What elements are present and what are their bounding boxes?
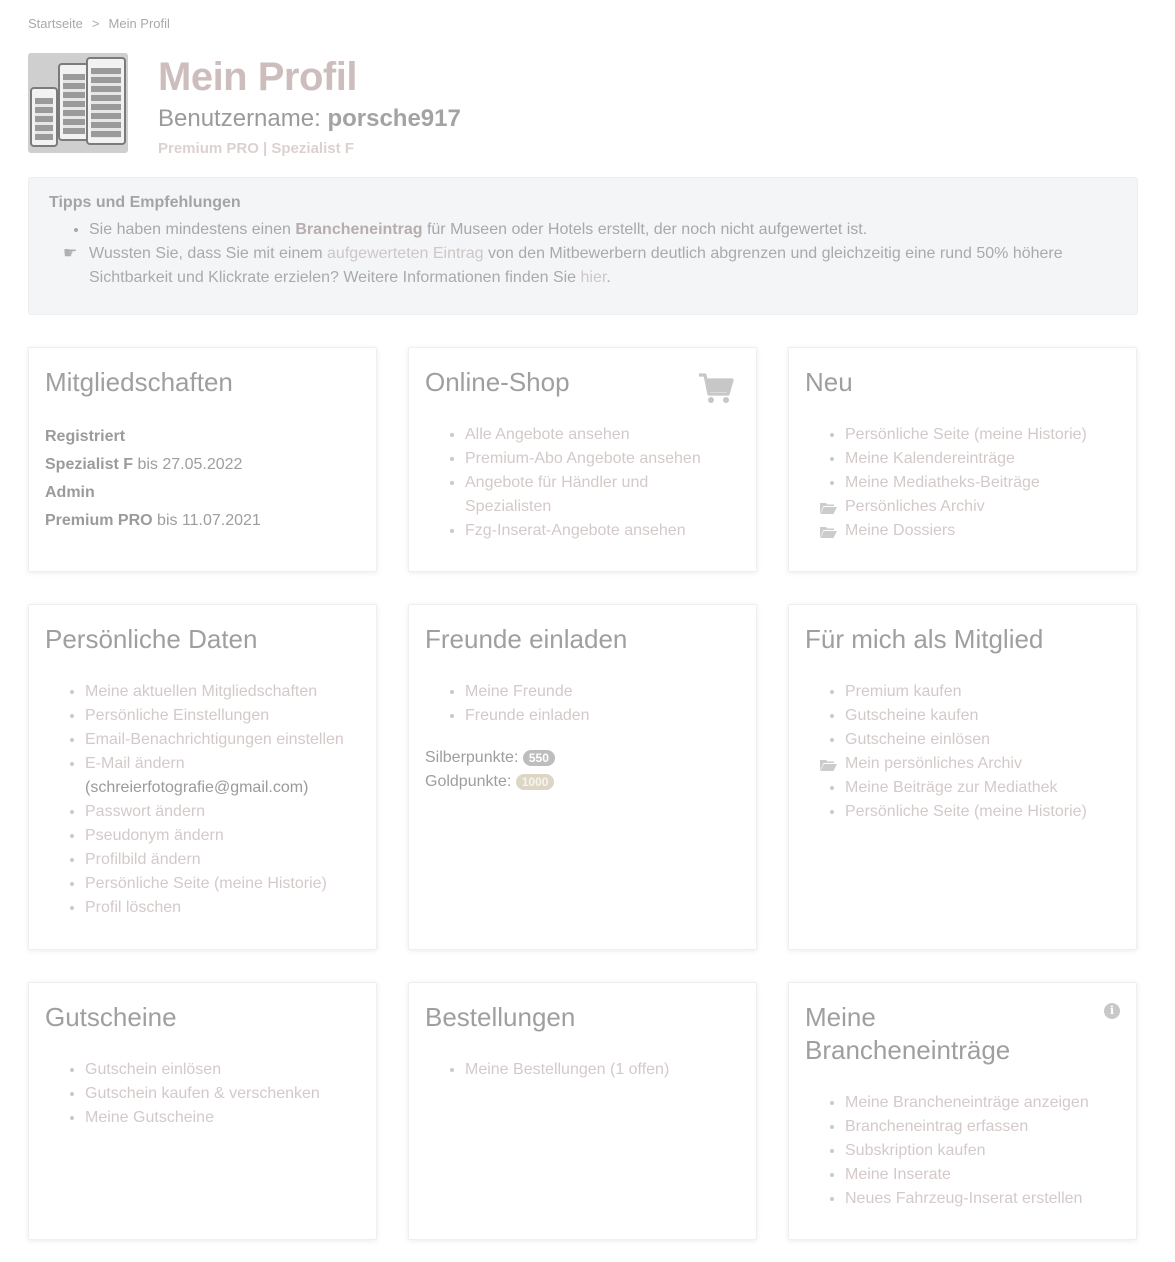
more-info-link[interactable]: hier bbox=[580, 269, 607, 286]
daten-list bbox=[45, 680, 360, 920]
list-item[interactable]: • Premium kaufen bbox=[845, 680, 1120, 704]
list-item[interactable]: • Persönliche Einstellungen bbox=[85, 704, 360, 728]
freunde-list bbox=[425, 680, 740, 728]
silver-points: Silberpunkte: 550 bbox=[425, 746, 740, 770]
mitglied-list bbox=[805, 680, 1120, 824]
list-item[interactable]: • Freunde einladen bbox=[465, 704, 740, 728]
card-title: Meine Brancheneinträge bbox=[805, 1002, 1011, 1065]
list-item[interactable]: • Gutscheine einlösen bbox=[845, 728, 1120, 752]
card-title: Online-Shop bbox=[425, 367, 570, 397]
shop-list bbox=[425, 423, 740, 543]
list-item[interactable]: • Persönliche Seite (meine Historie) bbox=[85, 872, 360, 896]
card-gutscheine bbox=[28, 982, 377, 1240]
card-bestellungen bbox=[408, 982, 757, 1240]
membership-row: Spezialist F bis 27.05.2022 bbox=[45, 456, 243, 473]
tip-hint: ☛ Wussten Sie, dass Sie mit einem aufgewerteten Eintrag von den Mitbewerbern deutlich abgrenzen und gleichzeitig eine rund 50% höhere Sichtbarkeit und Klickrate erzielen? Weitere Informationen finden Sie hier. bbox=[49, 242, 1117, 290]
card-meine-brancheneintraege bbox=[788, 982, 1137, 1240]
list-item[interactable]: • Fzg-Inserat-Angebote ansehen bbox=[465, 519, 740, 543]
gutscheine-list bbox=[45, 1058, 360, 1130]
list-item[interactable]: • Brancheneintrag erfassen bbox=[845, 1115, 1120, 1139]
upgraded-entry-link[interactable]: aufgewerteten Eintrag bbox=[327, 245, 484, 262]
membership-row: Admin bbox=[45, 484, 95, 501]
card-title: Gutscheine bbox=[45, 1002, 177, 1032]
tip-item: • Sie haben mindestens einen Brancheneintrag für Museen oder Hotels erstellt, der noch nicht aufgewertet ist. bbox=[89, 218, 1117, 242]
gold-badge: 1000 bbox=[516, 774, 555, 790]
profile-header bbox=[28, 53, 1138, 163]
list-item[interactable]: • Meine Beiträge zur Mediathek bbox=[845, 776, 1120, 800]
list-item[interactable]: • Passwort ändern bbox=[85, 800, 360, 824]
card-title: Freunde einladen bbox=[425, 624, 628, 654]
hand-pointing-icon: ☛ bbox=[63, 245, 78, 262]
card-freunde-einladen bbox=[408, 604, 757, 950]
email-address: (schreierfotografie@gmail.com) bbox=[85, 779, 309, 796]
username-value: porsche917 bbox=[327, 105, 461, 132]
card-online-shop bbox=[408, 347, 757, 572]
list-item[interactable]: • Alle Angebote ansehen bbox=[465, 423, 740, 447]
list-item[interactable]: • Gutscheine kaufen bbox=[845, 704, 1120, 728]
branche-list bbox=[805, 1091, 1120, 1211]
folder-open-icon bbox=[820, 502, 837, 514]
list-item[interactable]: • Neues Fahrzeug-Inserat erstellen bbox=[845, 1187, 1120, 1211]
card-title: Bestellungen bbox=[425, 1002, 576, 1032]
list-item[interactable]: • Email-Benachrichtigungen einstellen bbox=[85, 728, 360, 752]
neu-list bbox=[805, 423, 1120, 543]
card-title: Neu bbox=[805, 367, 853, 397]
username-label: Benutzername: bbox=[158, 105, 321, 132]
shopping-cart-icon[interactable] bbox=[698, 372, 734, 404]
bestellungen-list bbox=[425, 1058, 740, 1082]
list-item[interactable]: • Subskription kaufen bbox=[845, 1139, 1120, 1163]
gold-points: Goldpunkte: 1000 bbox=[425, 770, 740, 794]
username-line bbox=[158, 105, 461, 133]
branche-link[interactable]: Brancheneintrag bbox=[295, 221, 423, 238]
silver-badge: 550 bbox=[523, 750, 555, 766]
list-item[interactable]: • Premium-Abo Angebote ansehen bbox=[465, 447, 740, 471]
list-item[interactable]: • Meine Inserate bbox=[845, 1163, 1120, 1187]
card-title: Persönliche Daten bbox=[45, 624, 258, 654]
membership-row: Premium PRO bis 11.07.2021 bbox=[45, 512, 261, 529]
tips-list bbox=[49, 218, 1117, 242]
list-item[interactable]: • Meine aktuellen Mitgliedschaften bbox=[85, 680, 360, 704]
list-item[interactable]: • Pseudonym ändern bbox=[85, 824, 360, 848]
card-fuer-mich-als-mitglied bbox=[788, 604, 1137, 950]
breadcrumb-current: Mein Profil bbox=[108, 16, 170, 31]
card-title: Mitgliedschaften bbox=[45, 367, 233, 397]
breadcrumb bbox=[28, 16, 170, 31]
list-item-folder[interactable]: Mein persönliches Archiv bbox=[845, 752, 1120, 776]
breadcrumb-home[interactable]: Startseite bbox=[28, 16, 83, 31]
points-section bbox=[425, 746, 740, 794]
membership-subline: Premium PRO | Spezialist F bbox=[158, 140, 354, 157]
membership-row: Registriert bbox=[45, 428, 126, 445]
info-icon[interactable]: i bbox=[1104, 1003, 1120, 1019]
list-item-email[interactable]: • E-Mail ändern (schreierfotografie@gmail.com) bbox=[85, 752, 360, 800]
list-item-folder[interactable]: Meine Dossiers bbox=[845, 519, 1120, 543]
list-item[interactable]: • Profilbild ändern bbox=[85, 848, 360, 872]
list-item[interactable]: • Angebote für Händler und Spezialisten bbox=[465, 471, 695, 519]
list-item[interactable]: • Meine Bestellungen (1 offen) bbox=[465, 1058, 740, 1082]
folder-open-icon bbox=[820, 526, 837, 538]
card-mitgliedschaften bbox=[28, 347, 377, 572]
card-persoenliche-daten bbox=[28, 604, 377, 950]
profile-image[interactable] bbox=[28, 53, 128, 153]
list-item[interactable]: • Persönliche Seite (meine Historie) bbox=[845, 423, 1120, 447]
tips-panel bbox=[28, 177, 1138, 315]
list-item[interactable]: • Meine Freunde bbox=[465, 680, 740, 704]
list-item[interactable]: • Meine Brancheneinträge anzeigen bbox=[845, 1091, 1120, 1115]
tips-heading: Tipps und Empfehlungen bbox=[49, 194, 241, 211]
list-item[interactable]: • Gutschein einlösen bbox=[85, 1058, 360, 1082]
list-item[interactable]: • Persönliche Seite (meine Historie) bbox=[845, 800, 1120, 824]
list-item[interactable]: • Meine Gutscheine bbox=[85, 1106, 360, 1130]
list-item[interactable]: • Meine Mediatheks-Beiträge bbox=[845, 471, 1120, 495]
card-neu bbox=[788, 347, 1137, 572]
list-item[interactable]: • Profil löschen bbox=[85, 896, 360, 920]
page-title: Mein Profil bbox=[158, 55, 357, 99]
list-item[interactable]: • Gutschein kaufen & verschenken bbox=[85, 1082, 360, 1106]
breadcrumb-separator: > bbox=[91, 16, 100, 31]
list-item[interactable]: • Meine Kalendereinträge bbox=[845, 447, 1120, 471]
list-item-folder[interactable]: Persönliches Archiv bbox=[845, 495, 1120, 519]
folder-open-icon bbox=[820, 759, 837, 771]
card-title: Für mich als Mitglied bbox=[805, 624, 1044, 654]
